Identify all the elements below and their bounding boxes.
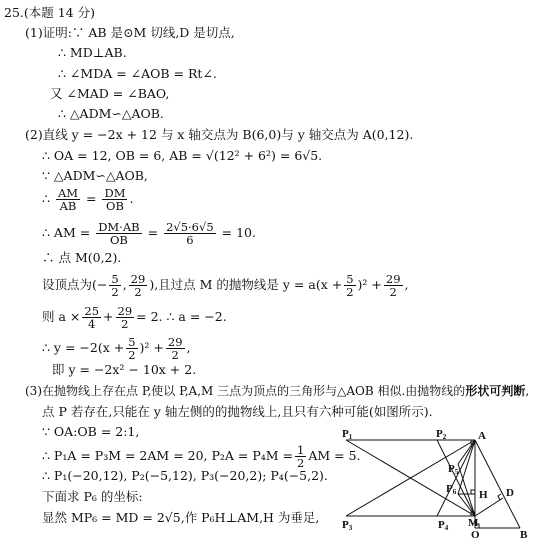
fraction-dmab-ob (96, 221, 141, 246)
frac-num: 29 (385, 272, 401, 286)
line-a-b (475, 440, 520, 528)
part3-bold: 形状可判断 (465, 384, 526, 398)
frac-den: 2 (389, 285, 397, 299)
label-b: B (520, 529, 528, 538)
period: . (129, 191, 134, 206)
frac-den: 2 (346, 285, 354, 299)
fraction (82, 305, 101, 330)
geometry-figure (340, 428, 544, 538)
part3-line1 (25, 384, 529, 399)
equals-sign: = (86, 191, 97, 206)
fraction-numeric (164, 221, 216, 246)
part2-line2-a: ∴ OA = 12, OB = 6, AB = (42, 148, 206, 163)
fraction (384, 273, 403, 298)
equals-sign: = (147, 225, 159, 240)
frac-den: OB (106, 199, 124, 213)
label-p2: P2 (436, 428, 447, 441)
part3-line7: 显然 MP₆ = MD = 2√5,作 P₆H⊥AM,H 为垂足, (42, 510, 320, 525)
frac-num: 5 (346, 272, 354, 286)
part3-line4-end: AM = 5. (308, 448, 361, 463)
frac-num: 1 (297, 443, 305, 457)
frac-num: DM·AB (98, 220, 140, 234)
part3-line6: 下面求 P₆ 的坐标: (42, 489, 143, 504)
problem-header: 25.(本题 14 分) (4, 5, 95, 20)
label-p6: P6 (446, 483, 457, 496)
fraction-am-ab (56, 187, 80, 212)
frac-num: AM (57, 186, 79, 200)
frac-den: 6 (186, 233, 194, 247)
frac-num: DM (104, 186, 126, 200)
part1-line3: ∴ ∠MDA = ∠AOB = Rt∠. (58, 66, 217, 81)
part3-line4-pre: ∴ P₁A = P₃M = 2AM = 20, P₂A = P₄M = (42, 448, 294, 463)
label-p1: P1 (342, 428, 353, 441)
frac-num: 2√5·6√5 (166, 220, 214, 234)
frac-den: 2 (128, 348, 136, 362)
then-a: 则 a × (42, 309, 81, 324)
part3-line2: 点 P 若存在,只能在 y 轴左侧的的抛物线上,且只有六种可能(如图所示). (42, 404, 433, 419)
part1-line1: (1)证明:∵ AB 是⊙M 切线,D 是切点, (25, 25, 235, 40)
label-d: D (506, 487, 514, 499)
frac-num: 25 (84, 304, 100, 318)
part2-line9 (42, 336, 191, 361)
frac-num: 29 (130, 272, 146, 286)
label-p5: P5 (448, 463, 459, 476)
part2-line8 (42, 305, 227, 330)
frac-num: 5 (128, 335, 136, 349)
frac-den: 4 (88, 317, 96, 331)
part2-line7 (42, 273, 409, 298)
fraction-dm-ob (102, 187, 127, 212)
part2-line3: ∵ △ADM∽△AOB, (42, 168, 148, 183)
part3-line4 (42, 444, 361, 469)
frac-den: 2 (171, 348, 179, 362)
result-10: = 10. (221, 225, 256, 240)
therefore-symbol: ∴ (42, 191, 50, 206)
frac-num: 29 (117, 304, 133, 318)
fraction (166, 336, 185, 361)
comma: , (404, 277, 409, 292)
frac-den: OB (109, 233, 128, 247)
comma: , (186, 340, 191, 355)
fraction (129, 273, 148, 298)
part1-line2: ∴ MD⊥AB. (58, 45, 127, 60)
fraction (116, 305, 135, 330)
fraction (109, 273, 120, 298)
am-equals: ∴ AM = (42, 225, 91, 240)
frac-den: 2 (111, 285, 119, 299)
comma: , (122, 277, 127, 292)
plus: + (103, 309, 114, 324)
frac-den: AB (59, 199, 77, 213)
part2-line4 (42, 187, 133, 212)
part1-line4: 又 ∠MAD = ∠BAO, (50, 86, 170, 101)
part2-line6: ∴ 点 M(0,2). (42, 250, 122, 265)
right-angle-h (471, 490, 475, 494)
label-p4: P4 (438, 519, 449, 532)
line-p6-m (458, 494, 475, 516)
part2-line5 (42, 221, 256, 246)
vertex-mid: ),且过点 M 的抛物线是 y = a(x + (149, 277, 343, 292)
part3-line1-a: (3)在抛物线上存在点 P,使以 P,A,M 三点为顶点的三角形与△AOB 相似.由抛物线的 (25, 384, 466, 398)
y-equals: ∴ y = −2(x + (42, 340, 125, 355)
fraction (295, 444, 306, 469)
equation-end: = 2. ∴ a = −2. (136, 309, 227, 324)
fraction (126, 336, 137, 361)
part1-line5: ∴ △ADM∽△AOB. (58, 106, 164, 121)
label-p3: P3 (342, 519, 353, 532)
fraction (344, 273, 355, 298)
part2-line1: (2)直线 y = −2x + 12 与 x 轴交点为 B(6,0)与 y 轴交点为 A(0,12). (25, 127, 414, 142)
part3-line3: ∵ OA:OB = 2:1, (42, 424, 140, 439)
frac-den: 2 (121, 317, 129, 331)
part3-line1-c: , (525, 384, 530, 398)
squared-plus: )² + (139, 340, 164, 355)
frac-num: 5 (111, 272, 119, 286)
label-m: M (468, 517, 479, 529)
vertex-mid3: )² + (357, 277, 382, 292)
label-o: O (471, 529, 480, 538)
label-h: H (479, 489, 488, 501)
frac-den: 2 (134, 285, 142, 299)
part3-line5: ∴ P₁(−20,12), P₂(−5,12), P₃(−20,2); P₄(−5,2). (42, 468, 328, 483)
part2-line2 (42, 148, 322, 163)
vertex-pre: 设顶点为(− (42, 277, 108, 292)
frac-num: 29 (167, 335, 183, 349)
label-a: A (478, 430, 486, 442)
part2-line2-b: √(12² + 6²) = 6√5. (205, 148, 323, 163)
part2-line10: 即 y = −2x² − 10x + 2. (52, 362, 197, 377)
frac-den: 2 (297, 456, 305, 470)
